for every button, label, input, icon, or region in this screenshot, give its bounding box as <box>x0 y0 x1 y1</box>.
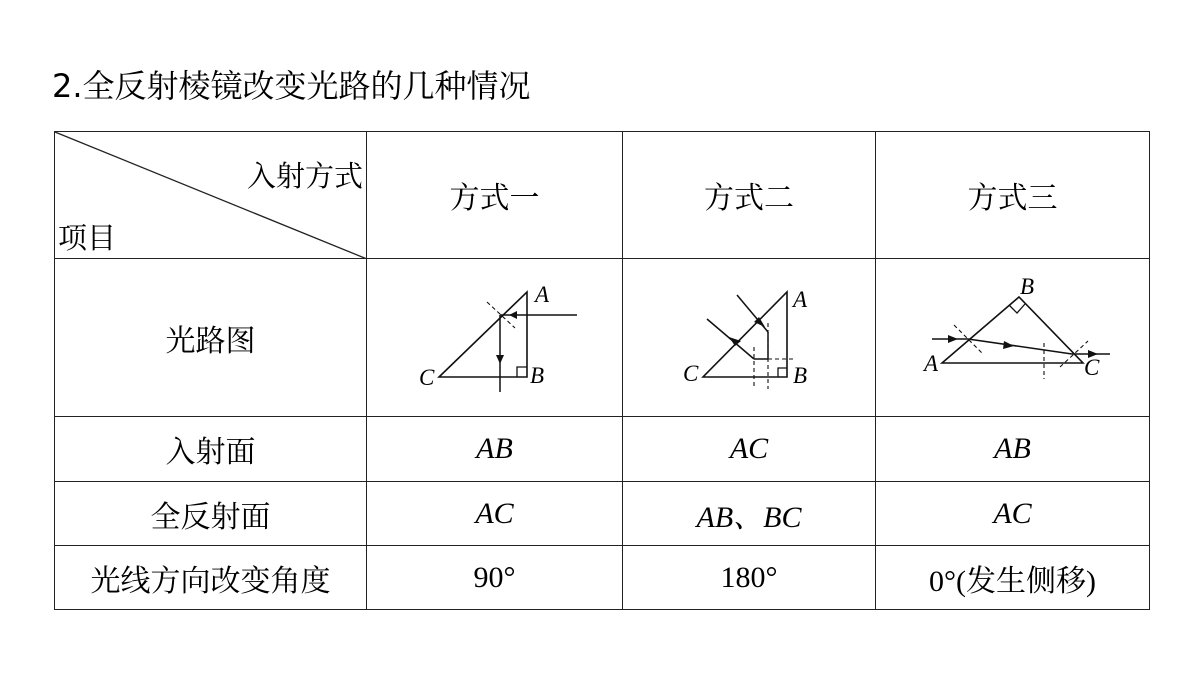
angle-change-value-2: 180° <box>623 546 876 610</box>
total-reflection-value-2: AB、BC <box>623 482 876 546</box>
diagram-row <box>55 259 1150 417</box>
section-title: 2.全反射棱镜改变光路的几种情况 <box>52 67 531 105</box>
angle-change-value-3: 0°(发生侧移) <box>876 546 1150 610</box>
total-reflection-value-1: AC <box>367 482 623 546</box>
total-reflection-value-3: AC <box>876 482 1150 546</box>
vertex-label-b: B <box>793 363 808 388</box>
row-label-diagram: 光路图 <box>55 259 367 417</box>
row-label-total-reflection: 全反射面 <box>55 482 367 546</box>
angle-change-row <box>55 546 1150 610</box>
vertex-label-b: B <box>1020 274 1035 299</box>
diagram-cell-3 <box>876 259 1150 417</box>
diagram-cell-2 <box>623 259 876 417</box>
diagram-cell-1 <box>367 259 623 417</box>
total-reflection-row <box>55 482 1150 546</box>
vertex-label-c: C <box>419 365 435 390</box>
row-label-angle-change: 光线方向改变角度 <box>55 546 367 610</box>
incidence-value-3: AB <box>876 417 1150 482</box>
angle-change-value-1: 90° <box>367 546 623 610</box>
vertex-label-a: A <box>924 351 939 376</box>
vertex-label-c: C <box>1084 355 1100 380</box>
header-method-1: 方式一 <box>367 132 623 259</box>
prism-table <box>54 131 1150 610</box>
incidence-value-1: AB <box>367 417 623 482</box>
header-entry-method: 入射方式 <box>246 159 363 193</box>
header-row <box>55 132 1150 259</box>
vertex-label-a: A <box>793 287 808 312</box>
vertex-label-a: A <box>535 282 550 307</box>
light-path-diagram-method-3 <box>876 259 1149 408</box>
row-label-incidence: 入射面 <box>55 417 367 482</box>
light-path-diagram-method-1 <box>367 259 622 408</box>
header-item: 项目 <box>58 221 117 255</box>
light-path-diagram-method-2 <box>623 259 875 408</box>
vertex-label-c: C <box>683 361 699 386</box>
header-method-2: 方式二 <box>623 132 876 259</box>
diagonal-header-cell <box>55 132 367 259</box>
incidence-row <box>55 417 1150 482</box>
header-method-3: 方式三 <box>876 132 1150 259</box>
vertex-label-b: B <box>530 363 545 388</box>
incidence-value-2: AC <box>623 417 876 482</box>
